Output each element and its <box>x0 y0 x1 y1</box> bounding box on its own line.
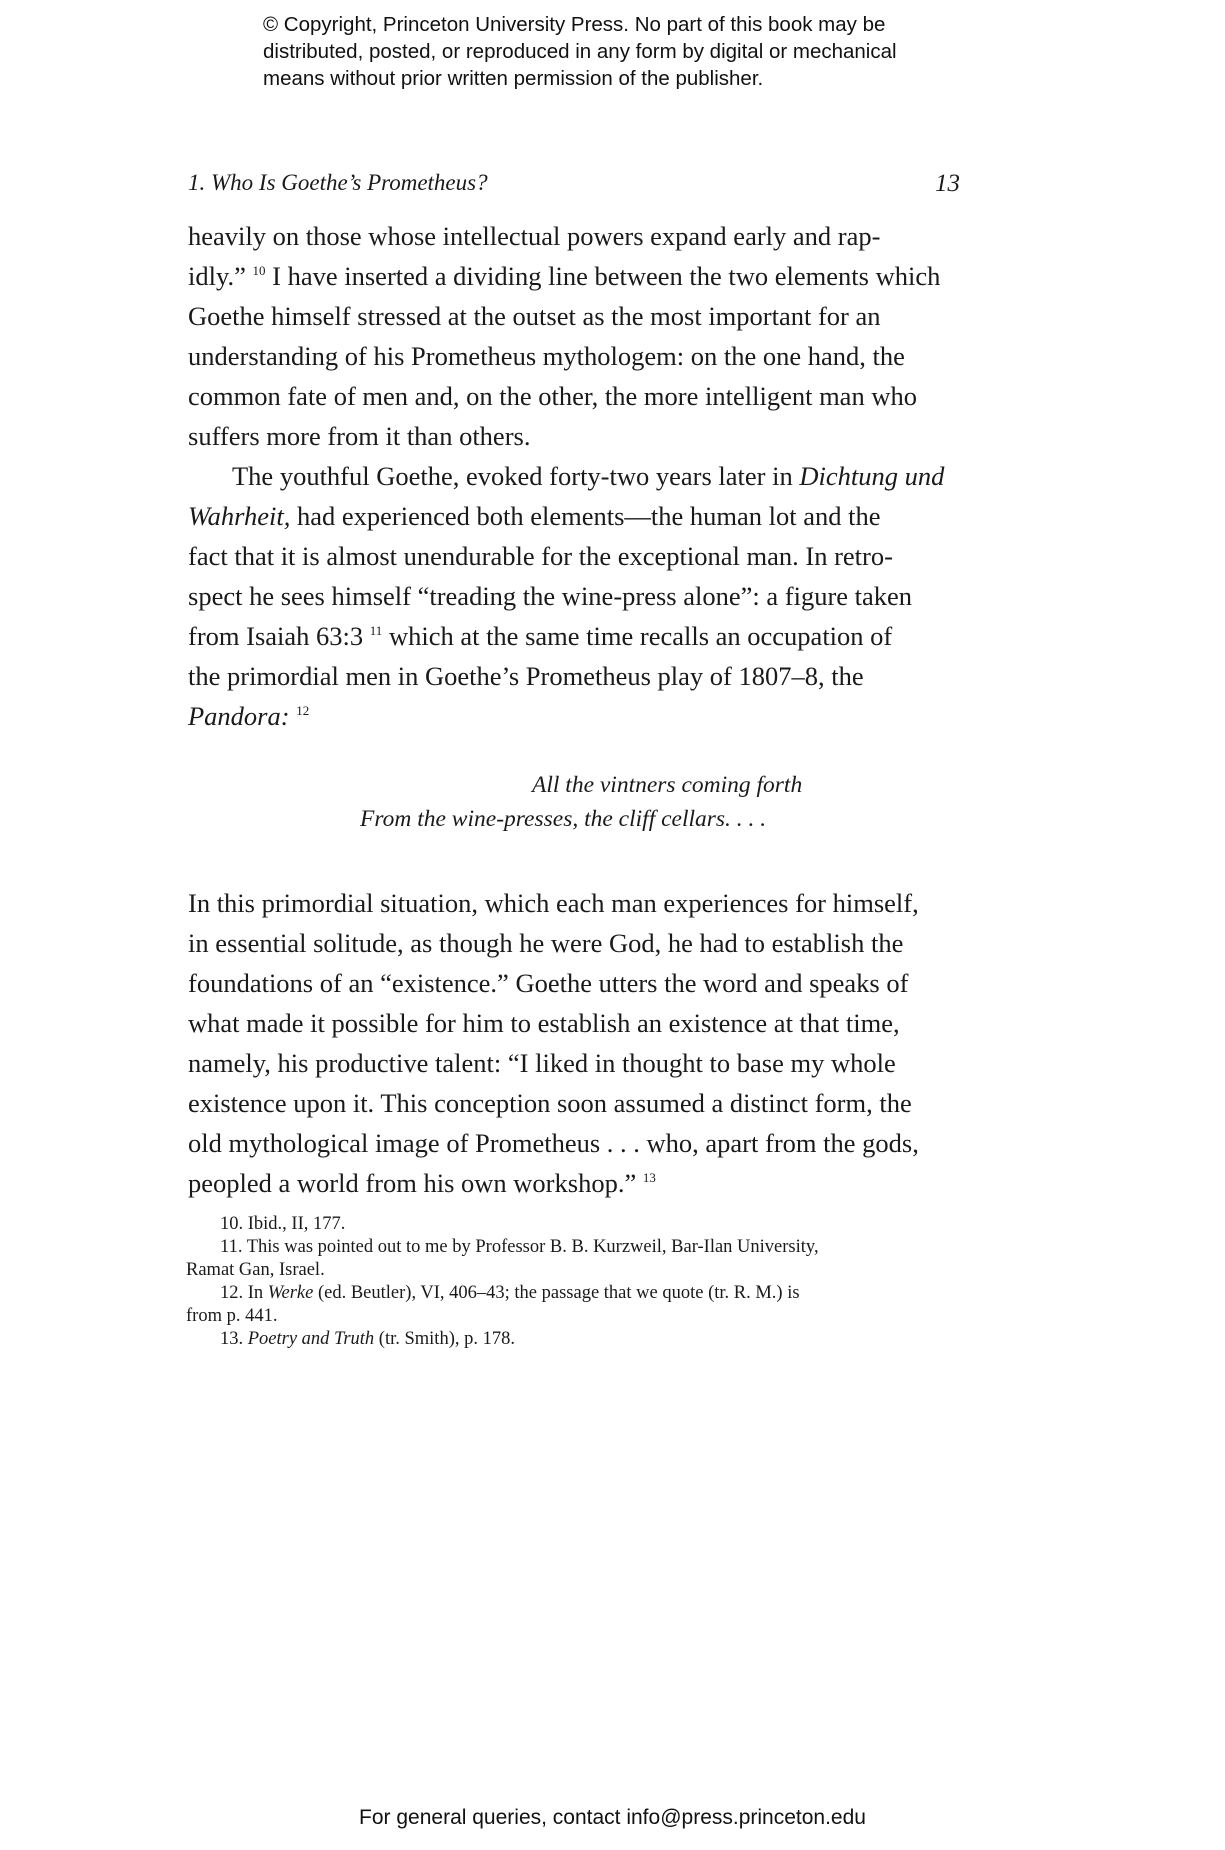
text-line <box>188 256 1012 296</box>
footnote-12 <box>186 1282 1016 1305</box>
paragraph-1 <box>188 216 1012 456</box>
book-title: Werke <box>267 1283 314 1303</box>
text-line <box>188 656 1012 696</box>
text: fact that it is almost unendurable for the exceptional man. In retro- <box>188 541 893 571</box>
footnote-10 <box>186 1213 1016 1236</box>
text-line <box>188 1083 1012 1123</box>
text-line <box>188 416 1012 456</box>
book-title: Dichtung und <box>799 461 945 491</box>
text-line <box>188 536 1012 576</box>
text: in essential solitude, as though he were God, he had to establish the <box>188 928 904 958</box>
text: what made it possible for him to establish an existence at that time, <box>188 1008 900 1038</box>
text-line <box>188 296 1012 336</box>
running-head <box>188 170 960 204</box>
footnote-text: 11. This was pointed out to me by Professor B. B. Kurzweil, Bar-Ilan University, <box>220 1237 819 1257</box>
footnote-11 <box>186 1236 1016 1259</box>
text-line <box>188 923 1012 963</box>
text-line <box>188 696 1012 736</box>
text-line <box>188 883 1012 923</box>
copyright-line: distributed, posted, or reproduced in any form by digital or mechanical <box>263 40 897 63</box>
footnote-ref-10: 10 <box>252 263 266 279</box>
footnote-ref-11: 11 <box>369 623 383 639</box>
text: foundations of an “existence.” Goethe utters the word and speaks of <box>188 968 909 998</box>
text-line <box>188 336 1012 376</box>
text-line <box>188 216 1012 256</box>
text-line <box>188 376 1012 416</box>
copyright-line: means without prior written permission of the publisher. <box>263 67 764 90</box>
footnote-ref-13: 13 <box>642 1170 656 1186</box>
footnote-13 <box>186 1328 1016 1351</box>
text: Wahrheit, had experienced both elements—the human lot and the <box>188 501 881 531</box>
text-line <box>188 963 1012 1003</box>
book-title: Poetry and Truth <box>247 1329 375 1349</box>
verse-line: All the vintners coming forth <box>532 772 803 798</box>
text-line <box>188 1043 1012 1083</box>
text: spect he sees himself “treading the wine-press alone”: a figure taken <box>188 581 913 611</box>
text: peopled a world from his own workshop.” $^{13}$ <box>188 1168 656 1198</box>
text: In this primordial situation, which each man experiences for himself, <box>188 888 919 918</box>
text <box>188 696 309 736</box>
book-title: Wahrheit, <box>188 501 291 531</box>
text: The youthful Goethe, evoked forty-two years later in Dichtung und <box>232 461 945 491</box>
page-number: 13 <box>935 170 960 197</box>
copyright-line: © Copyright, Princeton University Press. No part of this book may be <box>263 13 886 36</box>
text: namely, his productive talent: “I liked in thought to base my whole <box>188 1048 896 1078</box>
footer-contact: For general queries, contact info@press.princeton.edu <box>359 1806 866 1829</box>
footnote-text: Ramat Gan, Israel. <box>186 1260 325 1280</box>
footnote-text: 12. In Werke (ed. Beutler), VI, 406–43; the passage that we quote (tr. R. M.) is <box>220 1283 800 1303</box>
text: old mythological image of Prometheus . . . who, apart from the gods, <box>188 1128 919 1158</box>
text: understanding of his Prometheus mythologem: on the one hand, the <box>188 341 905 371</box>
copyright-notice <box>263 11 1023 92</box>
paragraph-2 <box>188 456 1012 736</box>
text-line <box>188 496 1012 536</box>
book-title: Pandora: <box>188 701 290 731</box>
text: suffers more from it than others. <box>188 421 531 451</box>
verse-line: From the wine-presses, the cliff cellars. . . . <box>360 806 767 832</box>
text-line <box>188 616 1012 656</box>
footnote-text: 13. Poetry and Truth (tr. Smith), p. 178. <box>220 1329 515 1349</box>
footnote-11-cont <box>186 1259 1016 1282</box>
chapter-title: 1. Who Is Goethe’s Prometheus? <box>188 170 488 195</box>
footnote-text: 10. Ibid., II, 177. <box>220 1214 346 1234</box>
text-line <box>188 456 1012 496</box>
footnote-12-cont <box>186 1305 1016 1328</box>
text: the primordial men in Goethe’s Prometheus play of 1807–8, the <box>188 661 864 691</box>
text: common fate of men and, on the other, the more intelligent man who <box>188 381 917 411</box>
paragraph-3 <box>188 883 1012 1203</box>
text-line <box>188 1123 1012 1163</box>
text: Goethe himself stressed at the outset as the most important for an <box>188 301 881 331</box>
text: from Isaiah 63:3 $^{11}$ which at the same time recalls an occupation of <box>188 621 893 651</box>
footnote-text: from p. 441. <box>186 1306 278 1326</box>
text: idly.” $^{10}$ I have inserted a dividing line between the two elements which <box>188 261 941 291</box>
text: heavily on those whose intellectual powers expand early and rap- <box>188 221 881 251</box>
footnote-ref-12: 12 <box>296 703 310 719</box>
text-line <box>188 1003 1012 1043</box>
text-line <box>188 576 1012 616</box>
text: existence upon it. This conception soon assumed a distinct form, the <box>188 1088 912 1118</box>
footnotes <box>186 1213 1016 1351</box>
text-line <box>188 1163 1012 1203</box>
